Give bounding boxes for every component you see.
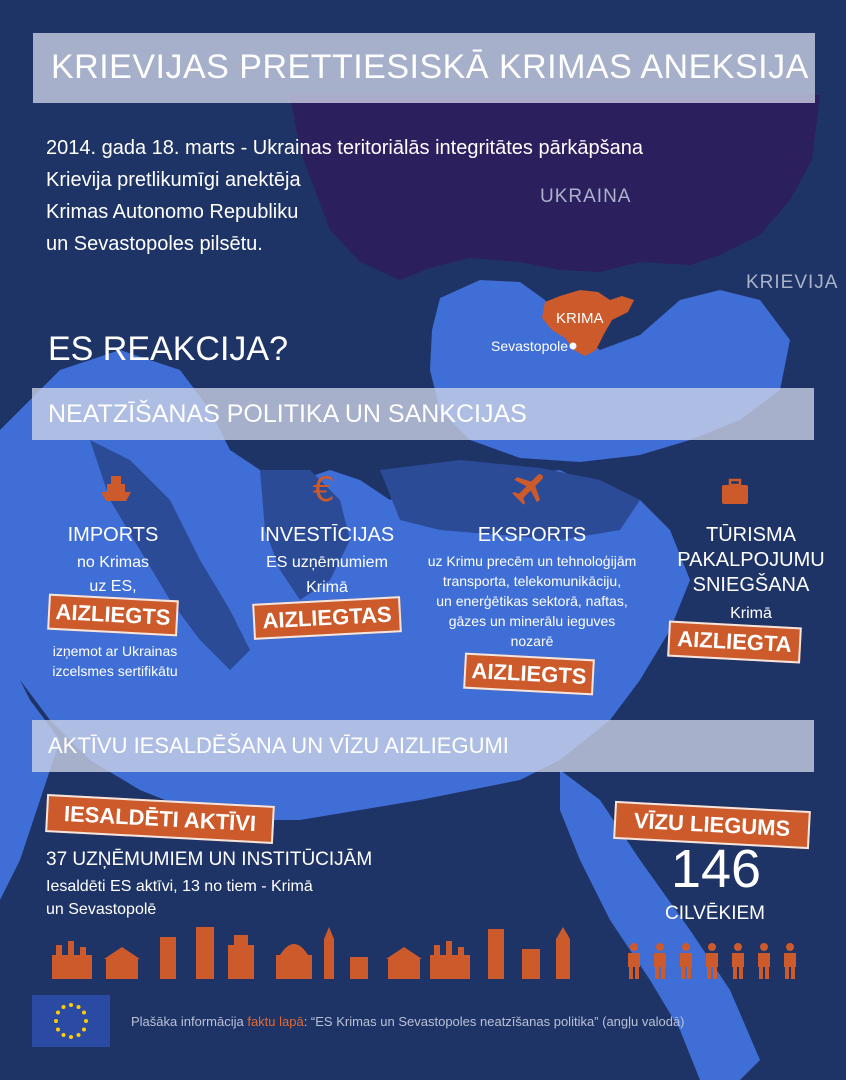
- intro-line-3: Krimas Autonomo Republiku: [46, 201, 299, 223]
- intro-line-2: Krievija pretlikumīgi anektēja: [46, 169, 301, 191]
- tourism-title-1: TŪRISMA: [706, 524, 796, 546]
- intro-line-4: un Sevastopoles pilsētu.: [46, 233, 263, 255]
- exports-line-2: transporta, telekomunikāciju,: [442, 573, 622, 589]
- reaction-heading: ES REAKCIJA?: [48, 330, 288, 368]
- exports-line-3: un enerģētikas sektorā, naftas,: [436, 593, 628, 609]
- eu-stars-icon: [32, 995, 110, 1047]
- tourism-line-1: Krimā: [730, 605, 772, 622]
- imports-after-1: izņemot ar Ukrainas: [52, 643, 178, 659]
- imports-after-2: izcelsmes sertifikātu: [52, 663, 178, 679]
- buildings-row-icon: [48, 925, 588, 981]
- assets-stamp: IESALDĒTI AKTĪVI: [45, 794, 275, 844]
- eu-flag-icon: [32, 995, 110, 1047]
- map-label-sevastopole: Sevastopole: [491, 338, 569, 354]
- exports-line-4: gāzes un minerālu ieguves: [448, 613, 616, 629]
- assets-heading: AKTĪVU IESALDĒŠANA UN VĪZU AIZLIEGUMI: [48, 733, 509, 758]
- visa-number: 146: [670, 839, 762, 899]
- footer-text: [131, 1014, 685, 1029]
- visa-unit: CILVĒKIEM: [665, 903, 765, 924]
- ship-icon: [99, 474, 133, 504]
- page-title: KRIEVIJAS PRETTIESISKĀ KRIMAS ANEKSIJA: [51, 48, 809, 86]
- investments-line-2: Krimā: [306, 579, 348, 596]
- airplane-icon: [510, 467, 550, 507]
- svg-text:€: €: [313, 470, 335, 506]
- sevastopol-dot: [570, 343, 577, 350]
- imports-stamp: AIZLIEGTS: [47, 594, 179, 637]
- title-banner: [33, 33, 815, 103]
- map-label-krima: KRIMA: [556, 310, 604, 327]
- euro-icon: [309, 470, 345, 506]
- intro-line-1: 2014. gada 18. marts - Ukrainas teritoriālās integritātes pārkāpšana: [46, 137, 643, 159]
- tourism-title-2: PAKALPOJUMU: [677, 549, 825, 571]
- assets-headline: 37 UZŅĒMUMIEM UN INSTITŪCIJĀM: [46, 849, 373, 870]
- exports-title: EKSPORTS: [477, 524, 587, 546]
- exports-line-1: uz Krimu precēm un tehnoloģijām: [427, 553, 637, 569]
- sanctions-banner: [32, 388, 814, 440]
- assets-banner: [32, 720, 814, 772]
- people-row-icon: [624, 942, 810, 980]
- exports-stamp: AIZLIEGTS: [463, 653, 595, 696]
- tourism-stamp: AIZLIEGTA: [667, 621, 802, 664]
- footer-before: Plašāka informācija: [131, 1014, 248, 1029]
- tourism-title-3: SNIEGŠANA: [692, 574, 810, 596]
- investments-title: INVESTĪCIJAS: [259, 524, 395, 546]
- assets-line-2: un Sevastopolē: [46, 901, 157, 918]
- exports-line-5: nozarē: [510, 633, 554, 649]
- visa-stamp: VĪZU LIEGUMS: [613, 801, 811, 849]
- suitcase-icon: [720, 478, 750, 506]
- footer-after: : “ES Krimas un Sevastopoles neatzīšanas politika” (angļu valodā): [303, 1014, 685, 1029]
- investments-line-1: ES uzņēmumiem: [266, 554, 388, 571]
- sanctions-heading: NEATZĪŠANAS POLITIKA UN SANKCIJAS: [48, 400, 527, 428]
- imports-line-2: uz ES,: [89, 578, 137, 595]
- map-label-krievija: KRIEVIJA: [746, 272, 839, 293]
- imports-title: IMPORTS: [67, 524, 159, 546]
- investments-stamp: AIZLIEGTAS: [252, 596, 402, 640]
- imports-line-1: no Krimas: [76, 554, 150, 571]
- map-label-ukraina: UKRAINA: [540, 186, 632, 207]
- footer-link[interactable]: faktu lapā: [247, 1014, 304, 1029]
- assets-line-1: Iesaldēti ES aktīvi, 13 no tiem - Krimā: [46, 878, 313, 895]
